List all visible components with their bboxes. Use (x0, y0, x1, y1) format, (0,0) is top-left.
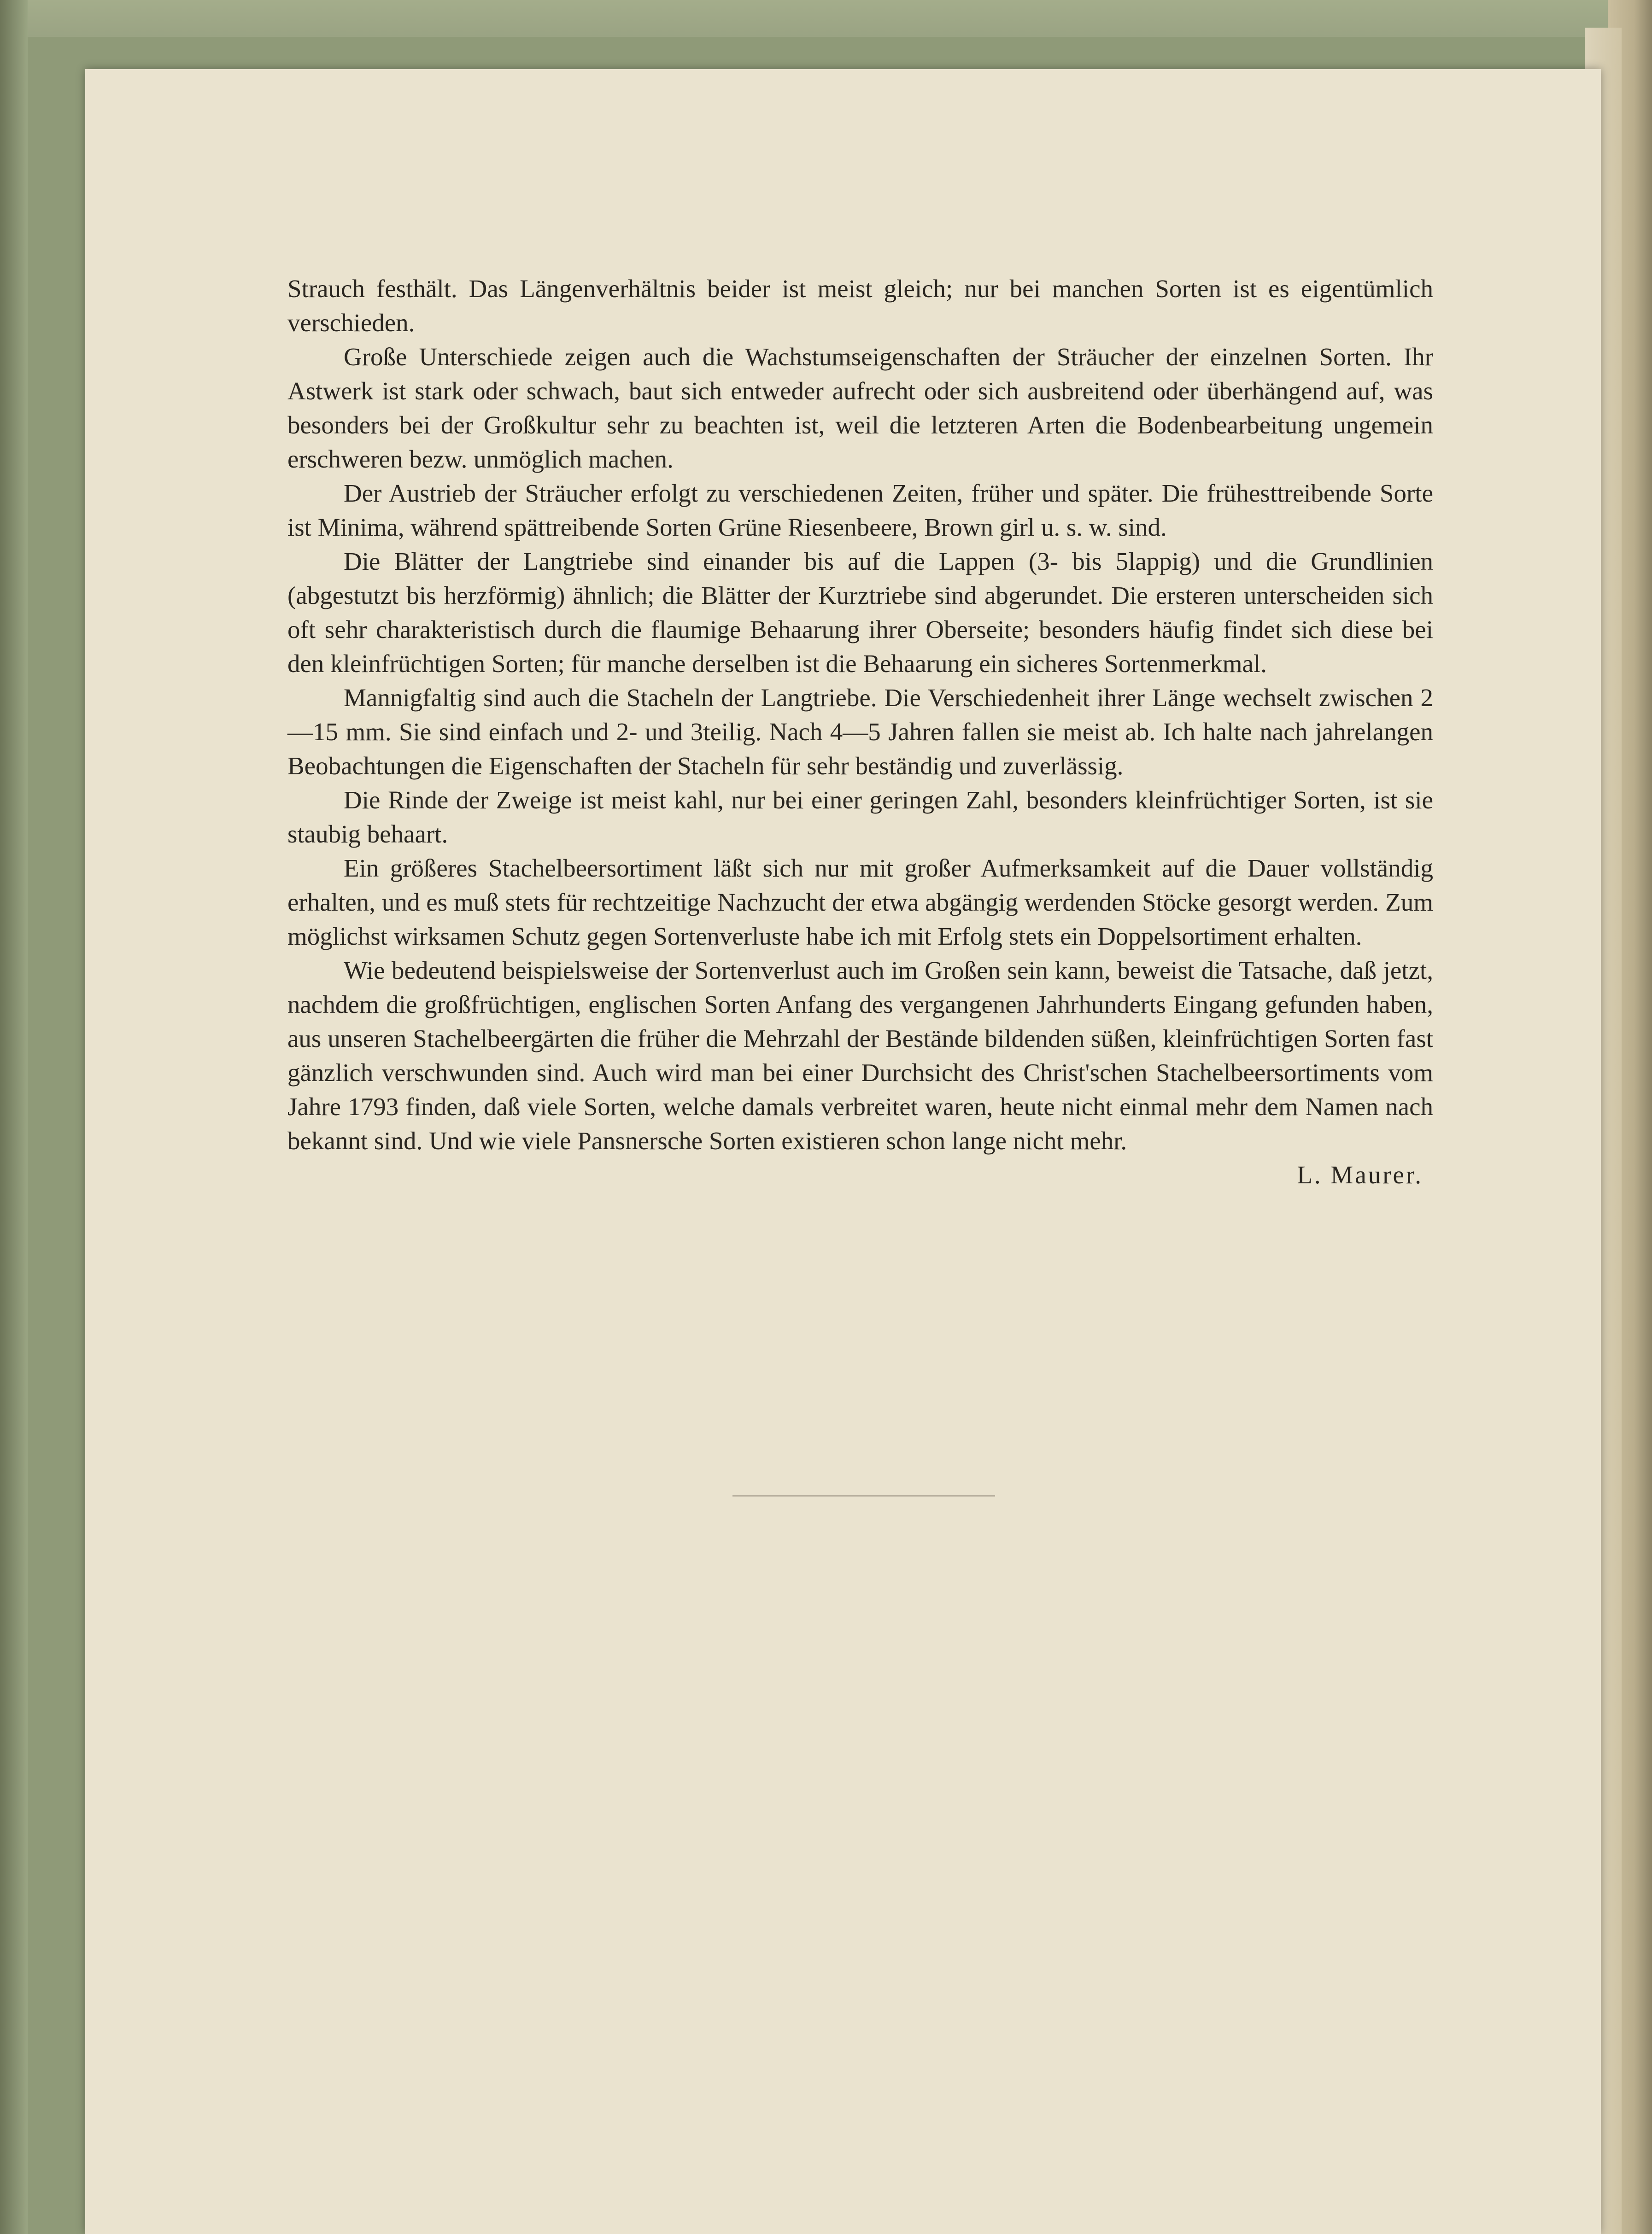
paragraph-1: Strauch festhält. Das Längenverhältnis beider ist meist gleich; nur bei manchen Sorten ist es eigentümlich verschieden. (287, 275, 1433, 337)
article-body (287, 272, 1433, 1192)
paragraph-4: Die Blätter der Langtriebe sind einander bis auf die Lappen (3- bis 5lappig) und die Grundlinien (abgestutzt bis herzförmig) ähnlich; die Blätter der Kurztriebe sind abgerundet. Die ersteren unterscheiden sich oft sehr charakteristisch durch die flaumige Behaarung ihrer Oberseite; besonders häufig findet sich diese bei den kleinfrüchtigen Sorten; für manche derselben ist die Behaarung ein sicheres Sortenmerkmal. (287, 547, 1433, 678)
paragraph-6: Die Rinde der Zweige ist meist kahl, nur bei einer geringen Zahl, besonders kleinfrüchtiger Sorten, ist sie staubig behaart. (287, 786, 1433, 848)
author-signature: L. Maurer. (1297, 1161, 1423, 1189)
paragraph-8: Wie bedeutend beispielsweise der Sortenverlust auch im Großen sein kann, beweist die Tatsache, daß jetzt, nachdem die großfrüchtigen, englischen Sorten Anfang des vergangenen Jahrhunderts Eingang gefunden haben, aus unseren Stachelbeergärten die früher die Mehrzahl der Bestände bildenden süßen, kleinfrüchtigen Sorten fast gänzlich verschwunden sind. Auch wird man bei einer Durchsicht des Christ'schen Stachelbeersortiments vom Jahre 1793 finden, daß viele Sorten, welche damals verbreitet waren, heute nicht einmal mehr dem Namen nach bekannt sind. Und wie viele Pansnersche Sorten existieren schon lange nicht mehr. (287, 956, 1433, 1155)
board-left-shadow (0, 0, 28, 2234)
paragraph-5: Mannigfaltig sind auch die Stacheln der Langtriebe. Die Verschiedenheit ihrer Länge wechselt zwischen 2—15 mm. Sie sind einfach und 2- und 3teilig. Nach 4—5 Jahren fallen sie meist ab. Ich halte nach jahrelangen Beobachtungen die Eigenschaften der Stacheln für sehr beständig und zuverlässig. (287, 684, 1433, 780)
board-top-edge (0, 0, 1652, 37)
paragraph-3: Der Austrieb der Sträucher erfolgt zu verschiedenen Zeiten, früher und später. Die frühesttreibende Sorte ist Minima, während spättreibende Sorten Grüne Riesenbeere, Brown girl u. s. w. sind. (287, 479, 1433, 541)
paragraph-2: Große Unterschiede zeigen auch die Wachstumseigenschaften der Sträucher der einzelnen Sorten. Ihr Astwerk ist stark oder schwach, baut sich entweder aufrecht oder sich ausbreitend oder überhängend auf, was besonders bei der Großkultur sehr zu beachten ist, weil die letzteren Arten die Bodenbearbeitung ungemein erschweren bezw. unmöglich machen. (287, 343, 1433, 473)
section-divider (732, 1495, 995, 1497)
paragraph-7: Ein größeres Stachelbeersortiment läßt sich nur mit großer Aufmerksamkeit auf die Dauer vollständig erhalten, und es muß stets für rechtzeitige Nachzucht der etwa abgängig werdenden Stöcke gesorgt werden. Zum möglichst wirksamen Schutz gegen Sortenverluste habe ich mit Erfolg stets ein Doppelsortiment erhalten. (287, 854, 1433, 950)
